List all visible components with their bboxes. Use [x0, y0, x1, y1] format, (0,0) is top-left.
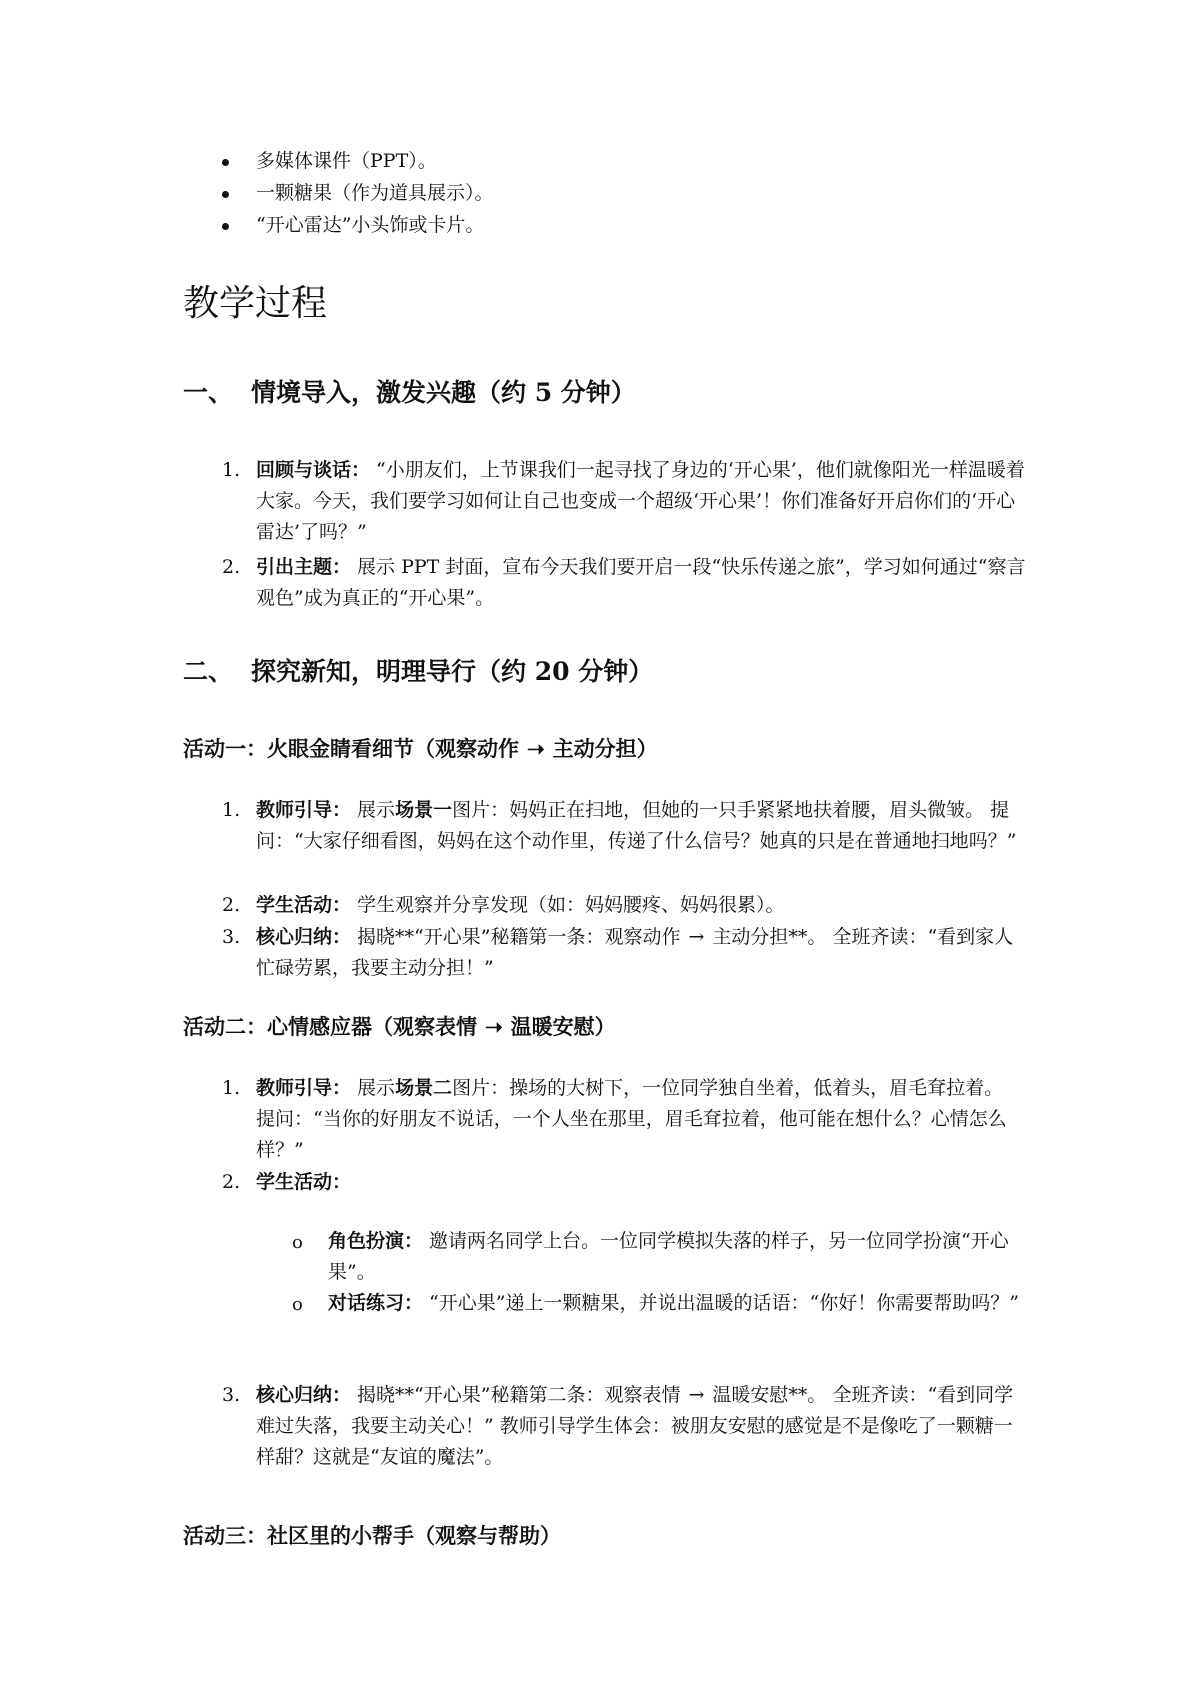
item-label: 对话练习：: [328, 1292, 424, 1314]
part1-heading: [183, 376, 636, 410]
list-item: [256, 922, 1028, 984]
arrow-right-icon: →: [688, 1384, 705, 1406]
item-text: 图片：妈妈正在扫地，但她的一只手紧紧地扶着腰，眉头微皱。 提问：“大家仔细看图，妈妈在这个动作里，传递了什么信号？她真的只是在普通地扫地吗？”: [256, 799, 1017, 852]
item-text: 揭晓**“开心果”秘籍第一条：观察动作: [351, 926, 681, 948]
item-number: 1.: [222, 1077, 241, 1099]
activity2-title-b: 温暖安慰）: [510, 1014, 616, 1039]
list-item: [256, 1380, 1028, 1473]
activity1-title-a: 活动一：火眼金睛看细节（观察动作: [183, 736, 519, 761]
activity2-title-a: 活动二：心情感应器（观察表情: [183, 1014, 477, 1039]
part1-number: 一、: [183, 378, 234, 407]
item-text: 展示: [351, 799, 396, 821]
activity1-heading: [183, 734, 658, 764]
item-text: 邀请两名同学上台。一位同学模拟失落的样子，另一位同学扮演“开心果”。: [328, 1230, 1009, 1283]
item-label: 引出主题：: [256, 556, 352, 578]
item-text: 图片：操场的大树下，一位同学独自坐着，低着头，眉毛耷拉着。 提问：“当你的好朋友不说话，一个人坐在那里，眉毛耷拉着，他可能在想什么？心情怎么样？”: [256, 1077, 1007, 1161]
list-item: [256, 1167, 1028, 1198]
item-number: 2.: [222, 556, 241, 578]
list-item: 多媒体课件（PPT）。: [256, 150, 437, 172]
item-text: 主动分担**。 全班齐读：“看到家人忙碌劳累，我要主动分担！”: [256, 926, 1014, 979]
item-text: 展示 PPT 封面，宣布今天我们要开启一段“快乐传递之旅”，学习如何通过“察言观色”成为真正的“开心果”。: [256, 556, 1026, 609]
bullet-icon: [222, 223, 229, 230]
part2-heading: [183, 655, 653, 689]
sub-list-item: [328, 1226, 1028, 1288]
activity3-heading: 活动三：社区里的小帮手（观察与帮助）: [183, 1523, 561, 1548]
item-label: 教师引导：: [256, 799, 352, 821]
arrow-right-icon: ➝: [485, 1014, 503, 1039]
item-text: 学生观察并分享发现（如：妈妈腰疼、妈妈很累）。: [351, 894, 785, 916]
item-bold-text: 场景二: [395, 1077, 453, 1099]
part2-number: 二、: [183, 657, 234, 686]
item-label: 回顾与谈话：: [256, 459, 371, 481]
item-label: 核心归纳：: [256, 926, 352, 948]
item-number: 1.: [222, 799, 241, 821]
list-item: 一颗糖果（作为道具展示）。: [256, 182, 494, 204]
item-text: 揭晓**“开心果”秘籍第二条：观察表情: [351, 1384, 681, 1406]
item-number: 1.: [222, 459, 241, 481]
list-item: [256, 795, 1028, 857]
activity1-title-b: 主动分担）: [552, 736, 658, 761]
item-number: 2.: [222, 1171, 241, 1193]
list-item: [256, 455, 1028, 548]
circle-bullet-icon: o: [292, 1294, 303, 1315]
list-item: [256, 552, 1028, 614]
list-item: [256, 890, 1028, 921]
item-number: 2.: [222, 894, 241, 916]
item-label: 角色扮演：: [328, 1230, 424, 1252]
item-text: “小朋友们，上节课我们一起寻找了身边的‘开心果’，他们就像阳光一样温暖着大家。今天，我们要学习如何让自己也变成一个超级‘开心果’！你们准备好开启你们的‘开心雷达’了吗？”: [256, 459, 1025, 543]
item-text: “开心果”递上一颗糖果，并说出温暖的话语：“你好！你需要帮助吗？”: [423, 1292, 1019, 1314]
item-label: 教师引导：: [256, 1077, 352, 1099]
item-number: 3.: [222, 1384, 241, 1406]
item-text: 展示: [351, 1077, 396, 1099]
item-label: 核心归纳：: [256, 1384, 352, 1406]
item-label: 学生活动：: [256, 894, 352, 916]
item-text: 温暖安慰**。 全班齐读：“看到同学难过失落，我要主动关心！” 教师引导学生体会：被朋友安慰的感觉是不是像吃了一颗糖一样甜？这就是“友谊的魔法”。: [256, 1384, 1014, 1468]
section-heading: 教学过程: [183, 283, 328, 324]
item-bold-text: 场景一: [395, 799, 453, 821]
arrow-right-icon: ➝: [527, 736, 545, 761]
list-item: “开心雷达”小头饰或卡片。: [256, 214, 485, 236]
arrow-right-icon: →: [688, 926, 705, 948]
list-item: [256, 1073, 1028, 1166]
item-number: 3.: [222, 926, 241, 948]
bullet-icon: [222, 191, 229, 198]
circle-bullet-icon: o: [292, 1232, 303, 1253]
activity2-heading: [183, 1012, 616, 1042]
sub-list-item: [328, 1288, 1028, 1319]
bullet-icon: [222, 159, 229, 166]
item-label: 学生活动：: [256, 1171, 352, 1193]
part2-title: 探究新知，明理导行（约 20 分钟）: [251, 657, 654, 686]
part1-title: 情境导入，激发兴趣（约 5 分钟）: [251, 378, 636, 407]
